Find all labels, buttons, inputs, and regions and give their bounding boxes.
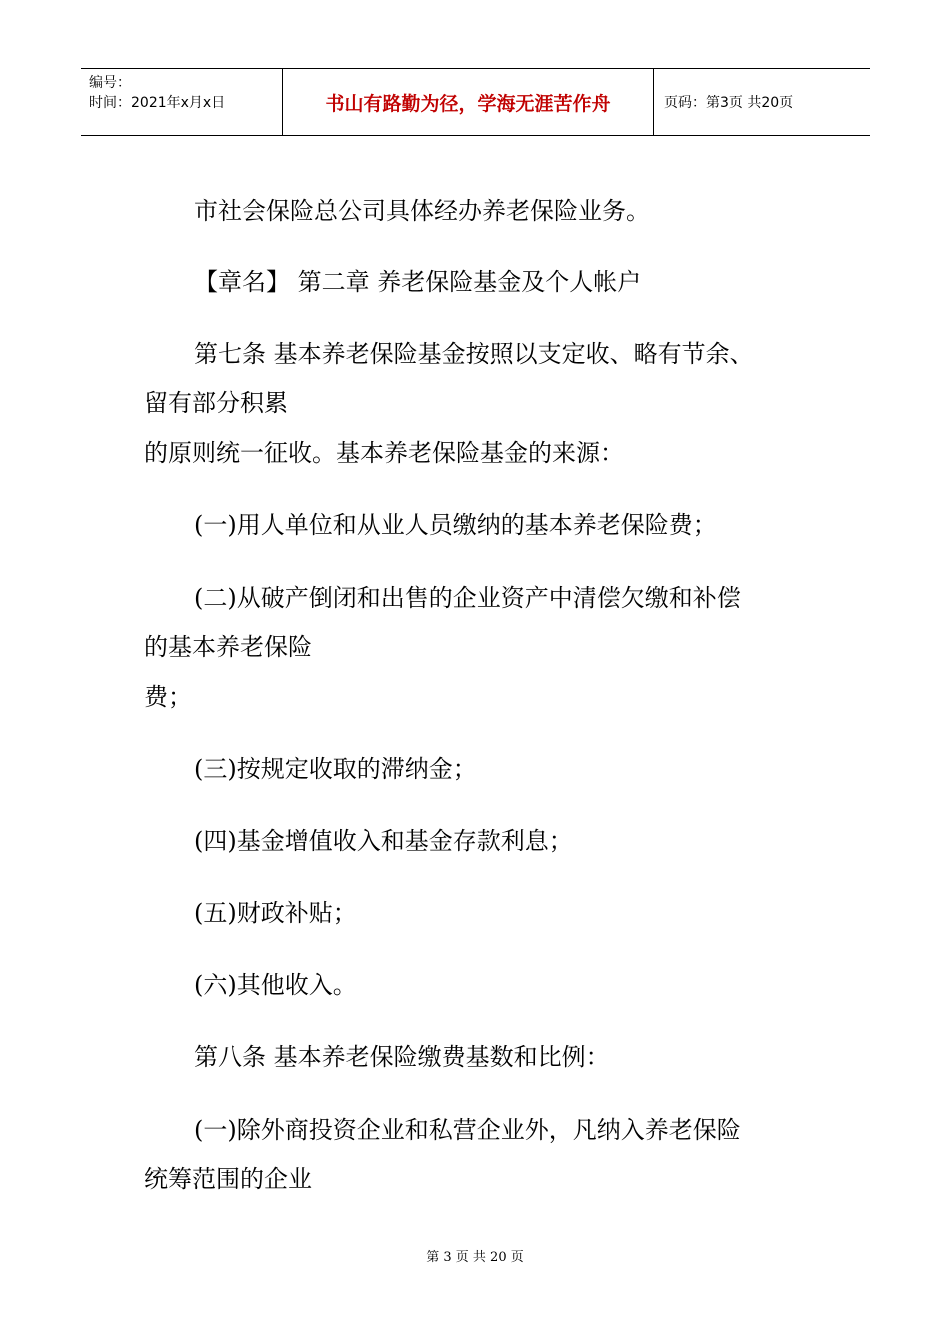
list-item: (一)用人单位和从业人员缴纳的基本养老保险费； xyxy=(194,511,717,539)
list-item-continuation: 的基本养老保险 xyxy=(144,633,312,661)
header-number: 编号： xyxy=(89,75,131,91)
list-item-continuation: 费； xyxy=(144,683,192,711)
list-item: (六)其他收入。 xyxy=(194,971,357,999)
header-motto: 书山有路勤为径，学海无涯苦作舟 xyxy=(282,69,654,135)
article-7-line: 留有部分积累 xyxy=(144,389,288,417)
list-item: (四)基金增值收入和基金存款利息； xyxy=(194,827,573,855)
chapter-heading: 【章名】 第二章 养老保险基金及个人帐户 xyxy=(194,268,642,296)
list-item: (三)按规定收取的滞纳金； xyxy=(194,755,477,783)
paragraph-line: 市社会保险总公司具体经办养老保险业务。 xyxy=(194,197,650,225)
article-7-line: 第七条 基本养老保险基金按照以支定收、略有节余、 xyxy=(194,340,754,368)
list-item: (二)从破产倒闭和出售的企业资产中清偿欠缴和补偿 xyxy=(194,584,741,612)
article-8-line: 第八条 基本养老保险缴费基数和比例： xyxy=(194,1043,610,1071)
header-page-info: 页码：第3页 共20页 xyxy=(664,95,794,111)
list-item-continuation: 统筹范围的企业 xyxy=(144,1165,312,1193)
page-footer: 第 3 页 共 20 页 xyxy=(426,1250,524,1265)
document-header xyxy=(81,68,870,136)
article-7-line: 的原则统一征收。基本养老保险基金的来源： xyxy=(144,439,624,467)
header-date: 时间：2021年x月x日 xyxy=(89,95,226,111)
list-item: (一)除外商投资企业和私营企业外，凡纳入养老保险 xyxy=(194,1116,741,1144)
header-meta xyxy=(81,69,282,135)
list-item: (五)财政补贴； xyxy=(194,899,357,927)
